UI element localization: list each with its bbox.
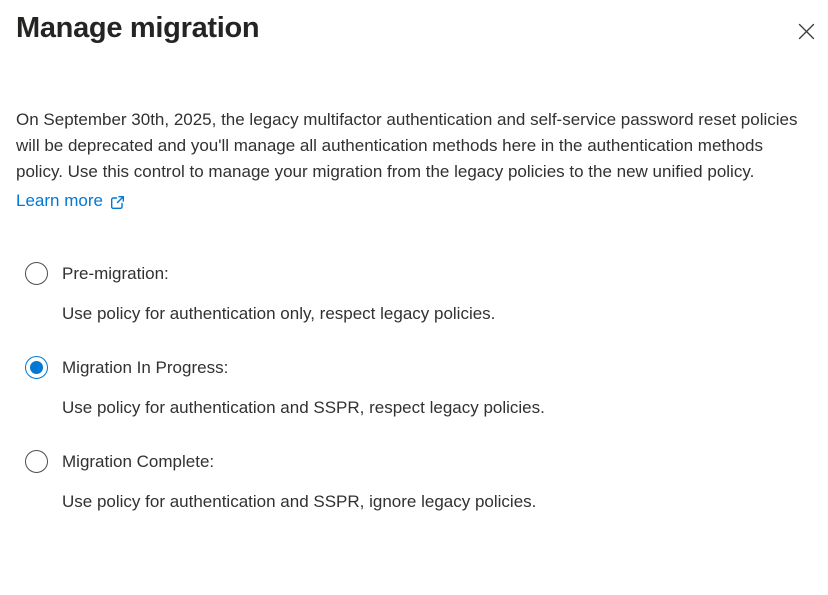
radio-dot [30, 361, 43, 374]
intro-text: On September 30th, 2025, the legacy multifactor authentication and self-service password reset policies will be deprecated and you'll manage all authentication methods here in the authentication methods policy. Use this control to manage your migration from the legacy policies to the new unified policy. [16, 110, 798, 182]
learn-more-label: Learn more [16, 191, 103, 211]
radio-option-label: Migration In Progress: [62, 357, 229, 377]
radio-button-icon[interactable] [25, 262, 48, 285]
radio-option-description: Use policy for authentication and SSPR, respect legacy policies. [62, 398, 545, 418]
close-button[interactable] [790, 16, 822, 46]
radio-option-description: Use policy for authentication and SSPR, ignore legacy policies. [62, 492, 537, 512]
radio-button-icon[interactable] [25, 450, 48, 473]
radio-option-migration-in-progress [16, 356, 814, 419]
radio-option-pre-migration [16, 262, 814, 325]
radio-row-pre-migration[interactable] [16, 262, 814, 285]
radio-button-icon[interactable] [25, 356, 48, 379]
dialog-header [16, 10, 814, 46]
page-title: Manage migration [16, 12, 260, 44]
close-icon [798, 23, 815, 40]
migration-options-radiogroup [16, 262, 814, 513]
learn-more-link[interactable] [16, 191, 125, 211]
radio-option-label: Migration Complete: [62, 451, 215, 471]
radio-option-migration-complete [16, 450, 814, 513]
radio-option-label: Pre-migration: [62, 263, 169, 283]
radio-row-migration-complete[interactable] [16, 450, 814, 473]
external-link-icon [110, 193, 125, 210]
radio-option-description: Use policy for authentication only, respect legacy policies. [62, 304, 496, 324]
radio-row-migration-in-progress[interactable] [16, 356, 814, 379]
